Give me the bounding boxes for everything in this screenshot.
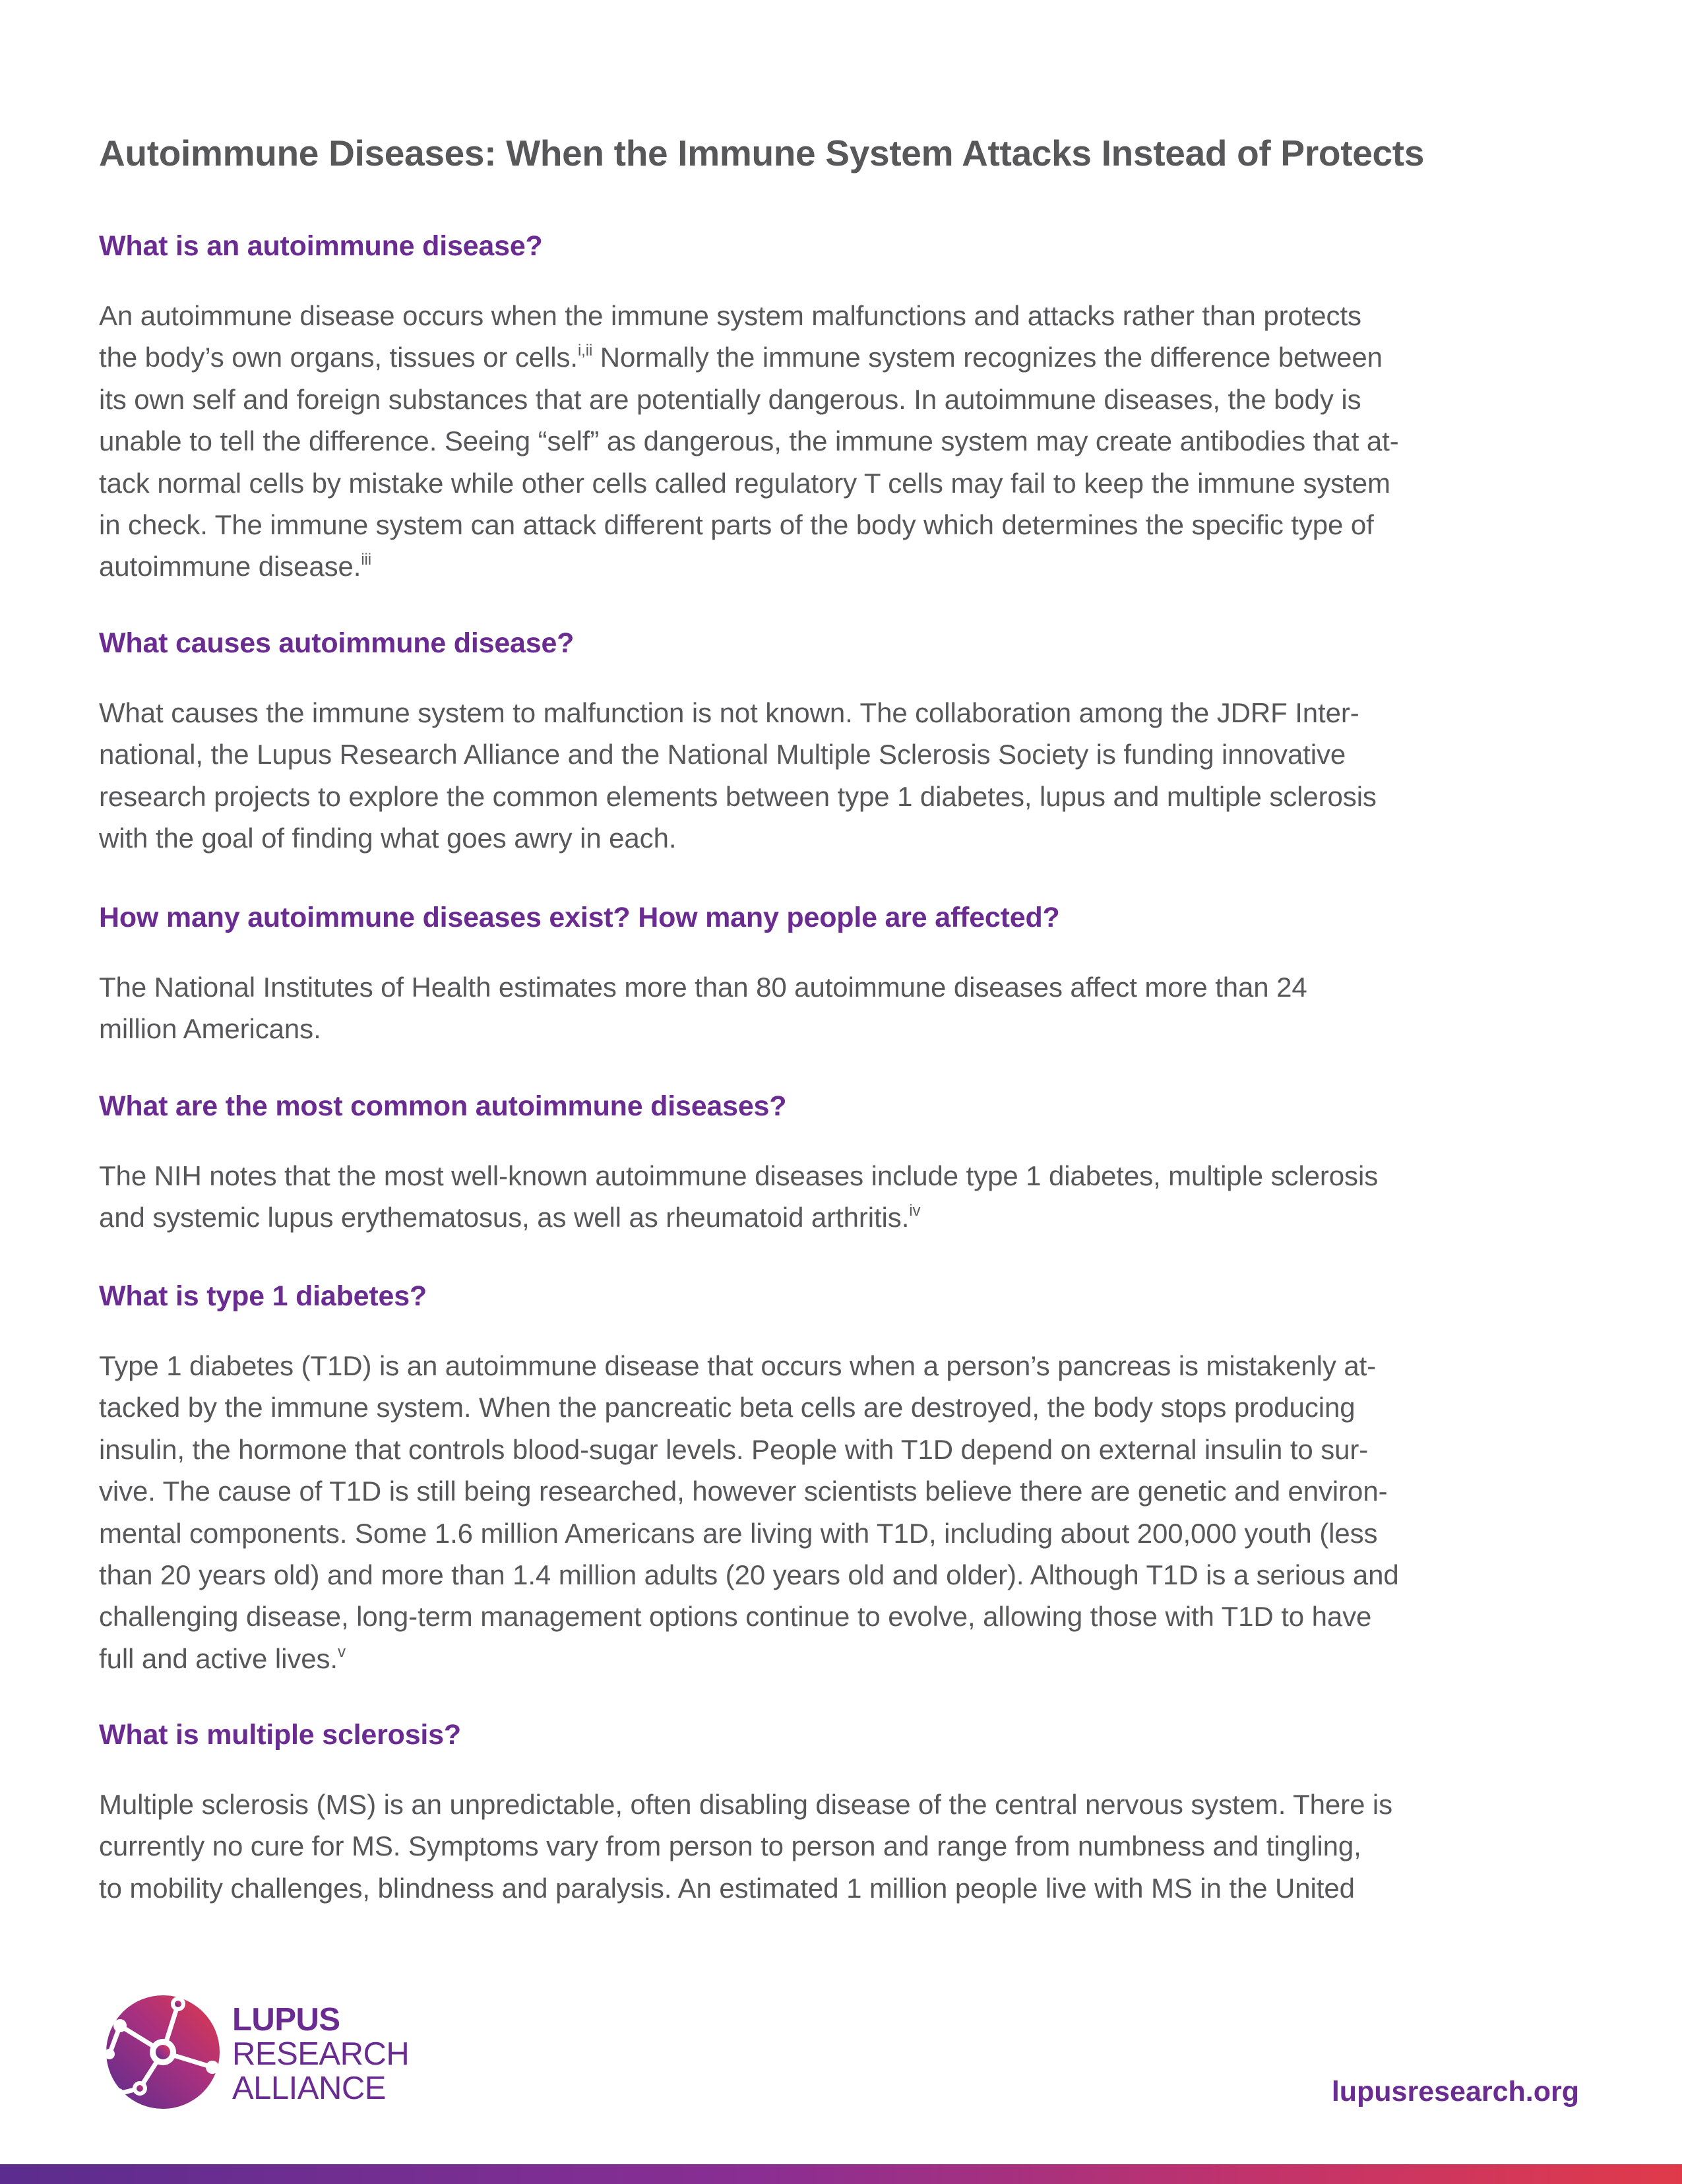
body-line: with the goal of finding what goes awry in each.: [99, 823, 677, 854]
body-line: [99, 546, 1583, 587]
footnote-ref: iii: [361, 551, 372, 569]
section-what-is-autoimmune: [99, 226, 1583, 588]
section-heading: What causes autoimmune disease?: [99, 627, 575, 659]
body-line: than 20 years old) and more than 1.4 million adults (20 years old and older). Although T1D is a serious and: [99, 1559, 1399, 1591]
body-text: full and active lives.: [99, 1642, 338, 1674]
body-line: The NIH notes that the most well-known autoimmune diseases include type 1 diabetes, multiple sclerosis: [99, 1160, 1379, 1191]
section-multiple-sclerosis: [99, 1715, 1583, 1909]
footer-gradient-bar: [0, 2164, 1682, 2184]
body-line: challenging disease, long-term management options continue to evolve, allowing those with T1D to have: [99, 1601, 1372, 1633]
logo-wordmark: [232, 2003, 409, 2106]
lupus-research-alliance-logo[interactable]: [100, 1989, 423, 2115]
section-type-1-diabetes: [99, 1276, 1583, 1679]
document-title: Autoimmune Diseases: When the Immune System Attacks Instead of Protects: [99, 133, 1425, 173]
body-line: tack normal cells by mistake while other cells called regulatory T cells may fail to keep the immune system: [99, 467, 1390, 499]
body-line: vive. The cause of T1D is still being researched, however scientists believe there are genetic and environ-: [99, 1476, 1388, 1507]
body-line: currently no cure for MS. Symptoms vary from person to person and range from numbness and tingling,: [99, 1830, 1361, 1862]
footnote-ref: iv: [909, 1202, 921, 1220]
body-line: [99, 336, 1583, 378]
section-body: [99, 1155, 1583, 1239]
section-heading: What is type 1 diabetes?: [99, 1280, 427, 1312]
body-line: unable to tell the difference. Seeing “self” as dangerous, the immune system may create antibodies that at-: [99, 425, 1399, 457]
body-line: in check. The immune system can attack different parts of the body which determines the specific type of: [99, 509, 1374, 541]
section-body: [99, 1345, 1583, 1679]
body-line: mental components. Some 1.6 million Americans are living with T1D, including about 200,000 youth (less: [99, 1517, 1378, 1549]
section-heading: What is an autoimmune disease?: [99, 230, 543, 262]
body-line: What causes the immune system to malfunction is not known. The collaboration among the JDRF Inter-: [99, 697, 1359, 728]
section-most-common: [99, 1086, 1583, 1239]
section-heading: How many autoimmune diseases exist? How many people are affected?: [99, 902, 1060, 933]
section-heading: What are the most common autoimmune diseases?: [99, 1090, 787, 1122]
footnote-ref: i,ii: [577, 342, 593, 360]
body-text: and systemic lupus erythematosus, as well as rheumatoid arthritis.: [99, 1202, 910, 1233]
logo-line-research: RESEARCH: [232, 2036, 410, 2072]
footnote-ref: v: [337, 1642, 346, 1661]
body-line: An autoimmune disease occurs when the immune system malfunctions and attacks rather than protects: [99, 300, 1361, 331]
body-line: Type 1 diabetes (T1D) is an autoimmune disease that occurs when a person’s pancreas is mistakenly at-: [99, 1350, 1377, 1381]
section-body: [99, 295, 1583, 588]
body-line: Multiple sclerosis (MS) is an unpredictable, often disabling disease of the central nervous system. There is: [99, 1789, 1393, 1820]
body-line: [99, 1638, 1583, 1679]
body-line: million Americans.: [99, 1013, 321, 1045]
logo-line-lupus: LUPUS: [232, 2002, 340, 2038]
logo-line-alliance: ALLIANCE: [232, 2071, 386, 2106]
body-line: [99, 1197, 1583, 1238]
section-causes: [99, 623, 1583, 859]
section-body: [99, 692, 1583, 859]
body-line: tacked by the immune system. When the pancreatic beta cells are destroyed, the body stops producing: [99, 1392, 1355, 1423]
body-line: The National Institutes of Health estimates more than 80 autoimmune diseases affect more than 24: [99, 972, 1307, 1003]
body-line: to mobility challenges, blindness and paralysis. An estimated 1 million people live with MS in the United: [99, 1872, 1355, 1904]
body-line: insulin, the hormone that controls blood-sugar levels. People with T1D depend on external insulin to sur-: [99, 1433, 1369, 1465]
section-how-many: [99, 898, 1583, 1050]
body-line: its own self and foreign substances that are potentially dangerous. In autoimmune diseases, the body is: [99, 383, 1361, 415]
section-heading: What is multiple sclerosis?: [99, 1719, 461, 1751]
body-text: the body’s own organs, tissues or cells.: [99, 342, 578, 373]
section-body: [99, 1784, 1583, 1909]
body-line: national, the Lupus Research Alliance and the National Multiple Sclerosis Society is funding innovative: [99, 739, 1346, 770]
body-text: autoimmune disease.: [99, 551, 361, 582]
logo-mark-icon: [100, 1989, 226, 2115]
body-line: research projects to explore the common elements between type 1 diabetes, lupus and multiple sclerosis: [99, 780, 1377, 812]
section-body: [99, 966, 1583, 1050]
website-url[interactable]: lupusresearch.org: [1331, 2076, 1579, 2107]
body-text: Normally the immune system recognizes the difference between: [592, 342, 1383, 373]
